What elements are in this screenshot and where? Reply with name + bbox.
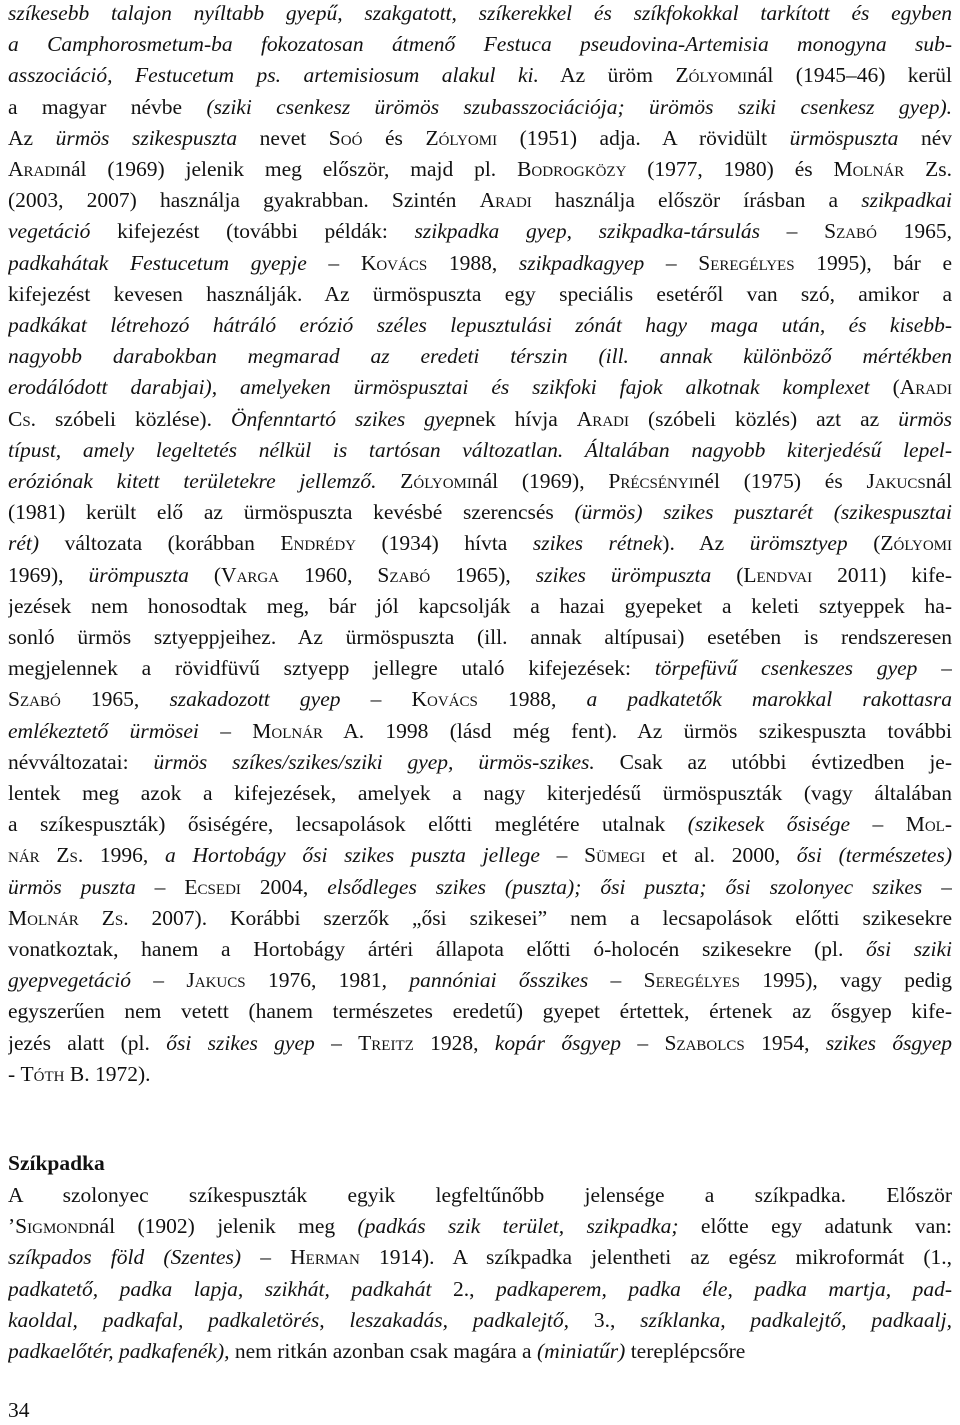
text-line (8, 497, 952, 527)
text-line (8, 154, 952, 184)
small-caps-name: Zs. (101, 905, 129, 930)
text-run: nál (1902) jelenik meg (88, 1214, 358, 1239)
text-run: 1960, (279, 562, 378, 587)
text-run: nál (1969), (471, 469, 609, 493)
text-run: jezés alatt (pl. (8, 1030, 167, 1055)
italic-text: szakadozott gyep (169, 687, 341, 712)
text-run: változata (korábban (39, 531, 281, 556)
text-run: ( (869, 375, 900, 400)
italic-text: ősi szikes gyep (166, 1030, 315, 1055)
small-caps-name: Lendvai (743, 562, 813, 587)
small-caps-name: Jakucs (186, 968, 246, 993)
text-line (8, 872, 952, 902)
text-line (8, 123, 952, 153)
italic-text: padkaelőtér, padkafenék), (8, 1339, 230, 1363)
page-number: 34 (8, 1398, 30, 1422)
text-run: és (362, 125, 426, 150)
text-line (8, 248, 952, 278)
italic-text: eróziónak kitett területekre jellemző. (8, 469, 377, 493)
text-run: – (588, 968, 644, 993)
text-run: 2., (431, 1276, 496, 1301)
text-run (629, 344, 660, 368)
italic-text: a Hortobágy ősi szikes puszta jellege (165, 843, 540, 868)
text-line (8, 622, 952, 652)
text-line (8, 1336, 952, 1366)
italic-text: szíkesebb talajon nyíltabb gyepű, szakgatott, szíkerekkel és szíkfokokkal tarkított és egyben (8, 1, 952, 25)
text-run: név (898, 125, 952, 150)
small-caps-name: Aradi (8, 157, 61, 181)
small-caps-name: Précsényi (608, 469, 694, 493)
text-run: lentek meg azok a kifejezések, amelyek a nagy kiterjedésű ürmöspuszták (vagy általában (8, 781, 952, 805)
small-caps-name: Molnár (833, 157, 905, 181)
small-caps-name: Sümegi (584, 843, 646, 868)
text-run: egyszerűen nem vetett (hanem természetes eredetű) gyepet értettek, értenek az ősgyep kife- (8, 999, 952, 1024)
text-run: B. 1972). (64, 1061, 151, 1086)
text-line (8, 310, 952, 340)
italic-text: erodálódott darabjai), amelyeken ürmöspusztai és szikfoki fajok alkotnak komplexet (8, 375, 870, 400)
text-line (8, 1180, 952, 1210)
text-run: előtte egy adatunk van: (678, 1214, 952, 1239)
small-caps-name: Szabó (377, 562, 431, 587)
small-caps-name: Soó (328, 125, 363, 150)
small-caps-name: Varga (221, 562, 280, 587)
italic-text: ürömsztyep (749, 531, 848, 556)
text-run (40, 843, 57, 867)
text-run: ). Az (662, 531, 750, 556)
italic-text: elsődleges szikes (puszta); ősi puszta; ősi szolonyec szikes (327, 874, 923, 899)
text-run: 1965, (60, 687, 170, 712)
small-caps-name: Mol- (905, 812, 952, 837)
text-line (8, 372, 952, 402)
text-run: – (917, 656, 952, 681)
text-line (8, 92, 952, 122)
text-run: nál (1969) jelenik meg először, majd pl. (60, 157, 518, 181)
italic-text: a padkatetők marokkal rakottasra (586, 687, 952, 712)
text-run: A szolonyec szíkespuszták egyik legfeltűnőbb jelensége a szíkpadka. Először (8, 1183, 952, 1207)
text-run (376, 469, 400, 493)
italic-text: kaoldal, padkafal, padkaletörés, leszakadás, padkalejtő, (8, 1307, 569, 1332)
small-caps-name: Zólyomi (400, 469, 472, 493)
italic-text: (miniatűr) (536, 1339, 626, 1363)
italic-text: ürmös szikespuszta (55, 125, 238, 150)
text-run: Csak az utóbbi évtizedben je- (594, 749, 952, 774)
italic-text: pannóniai ősszikes (409, 968, 589, 993)
text-line (8, 528, 952, 558)
text-run: megjelennek a rövidfüvű sztyepp jellegre utaló kifejezések: (8, 656, 655, 681)
text-line (8, 1059, 952, 1089)
text-line (8, 29, 952, 59)
text-line (8, 591, 952, 621)
text-run: Az (8, 125, 56, 150)
italic-text: kopár ősgyep (494, 1030, 622, 1055)
text-line (8, 747, 952, 777)
text-line (8, 341, 952, 371)
text-line (8, 934, 952, 964)
italic-text: ürömpuszta (88, 562, 189, 587)
italic-text: típust, amely legeltetés nélkül is tartósan változatlan. Általában nagyobb kiterjedésű lepel- (8, 437, 952, 462)
text-run: Zs. (904, 157, 952, 181)
italic-text: ősi (természetes) (796, 843, 952, 868)
text-run: nem ritkán azonban csak magára a (229, 1339, 537, 1363)
text-run: 2007). Korábbi szerzők „ősi szikesei” nem a lecsapolások előtti szikesekre (128, 905, 952, 930)
text-run: 2004, (240, 874, 328, 899)
text-run: a szíkespuszták) ősiségére, lecsapolások előtti meglétére utalnak (8, 812, 688, 837)
text-run: kifejezést kevesen használják. Az ürmöspuszta egy speciális esetéről van szó, amikor a (8, 281, 952, 306)
text-run: (2003, 2007) használja gyakrabban. Szintén (8, 188, 480, 213)
small-caps-name: Aradi (576, 406, 629, 431)
text-line (8, 60, 952, 90)
text-line (8, 653, 952, 683)
text-line (8, 1242, 952, 1272)
text-run: 1954, (744, 1030, 826, 1055)
text-run: – (644, 250, 699, 275)
text-run: nál (1945–46) kerül (747, 63, 952, 88)
italic-text: Önfenntartó szikes gyep (230, 406, 465, 431)
italic-text: emlékeztető ürmösei (8, 718, 199, 743)
italic-text: padkatető, padka lapja, szikhát, padkahát (8, 1276, 432, 1301)
small-caps-name: Ecsedi (184, 874, 241, 899)
small-caps-name: Kovács (360, 250, 428, 275)
text-line (8, 903, 952, 933)
text-run: 2011) kife- (812, 562, 952, 587)
small-caps-name: Aradi (479, 188, 532, 213)
text-run: A. 1998 (lásd még fent). Az ürmös szikespuszta további (323, 718, 952, 743)
text-run: jezések nem honosodtak meg, bár jól kapcsolják a hazai gyepeket a keleti sztyeppek ha- (8, 593, 952, 618)
small-caps-name: Tóth (20, 1061, 65, 1086)
text-line (8, 996, 952, 1026)
text-run: nál (925, 469, 952, 493)
text-run: 1976, 1981, (245, 968, 410, 993)
italic-text: nagyobb darabokban megmarad az eredeti térszin (ill. (8, 344, 629, 369)
italic-text: (ürmös) szikes pusztarét (szikespusztai (574, 500, 952, 525)
text-run: (1981) került elő az ürmöspuszta kevésbé szerencsés (8, 500, 575, 525)
section-heading: Szíkpadka (8, 1151, 105, 1175)
text-run: et al. 2000, (645, 843, 797, 868)
text-line (8, 560, 952, 590)
text-run: 1965, (876, 219, 952, 244)
text-run: – (241, 1245, 291, 1270)
text-run: 1988, (477, 687, 587, 712)
small-caps-name: Zólyomi (425, 125, 498, 150)
text-line (8, 684, 952, 714)
italic-text: ürmös szíkes/szikes/sziki gyep, ürmös-szikes. (153, 749, 595, 774)
small-caps-name: Endrédy (280, 531, 356, 556)
italic-text: padkahátak Festucetum gyepje (8, 250, 307, 275)
italic-text: annak különböző mértékben (659, 344, 952, 369)
text-run: szóbeli közlése). (36, 406, 231, 431)
italic-text: (sziki csenkesz ürömös szubasszociációja; ürömös sziki csenkesz gyep). (206, 94, 952, 119)
small-caps-name: Seregélyes (698, 250, 795, 275)
text-run: 1988, (427, 250, 519, 275)
text-run: (szóbeli közlés) azt az (628, 406, 899, 431)
text-run: – (922, 874, 952, 899)
small-caps-name: Sigmond (15, 1214, 89, 1239)
small-caps-name: Cs. (8, 406, 37, 431)
italic-text: (szikesek ősisége (687, 812, 850, 837)
text-run: vonatkoztak, hanem a Hortobágy ártéri állapota előtti ó-holocén szikesekre (pl. (8, 937, 867, 961)
text-line (8, 404, 952, 434)
text-run: – (849, 812, 906, 837)
small-caps-name: nár (8, 843, 40, 868)
text-run: 1969), (8, 562, 89, 587)
small-caps-name: Zs. (56, 843, 84, 868)
small-caps-name: Seregélyes (643, 968, 740, 993)
text-line (8, 216, 952, 246)
text-run: ’ (8, 1214, 16, 1239)
italic-text: szikpadkagyep (518, 250, 645, 275)
text-run: a magyar névbe (8, 94, 207, 119)
text-run: kifejezést (további példák: (90, 219, 415, 244)
text-run: 1914). A szíkpadka jelentheti az egész mikroformát (1., (359, 1245, 952, 1270)
text-line (8, 1028, 952, 1058)
text-run: (1934) hívta (356, 531, 533, 556)
small-caps-name: Szabó (824, 219, 877, 244)
italic-text: szikpadkai (861, 188, 952, 213)
text-line (8, 965, 952, 995)
italic-text: padkákat létrehozó hátráló erózió széles lepusztulási zónát hagy maga után, és kisebb- (8, 313, 952, 337)
text-run: – (198, 718, 253, 743)
small-caps-name: Szabó (8, 687, 61, 712)
text-run: használja először írásban a (531, 188, 862, 213)
small-caps-name: Herman (290, 1245, 360, 1270)
text-run (79, 906, 102, 930)
text-run: ( (847, 531, 881, 556)
small-caps-name: Aradi (899, 375, 952, 400)
small-caps-name: Szabolcs (664, 1030, 745, 1055)
small-caps-name: Molnár (252, 718, 324, 743)
text-run: nél (1975) és (693, 469, 867, 493)
italic-text: a Camphorosmetum-ba fokozatosan átmenő Festuca pseudovina-Artemisia monogyna sub- (8, 32, 952, 57)
text-run: ( (188, 562, 222, 587)
text-run: – (130, 968, 187, 993)
italic-text: ürmöspuszta (789, 125, 899, 150)
text-run: – (539, 843, 585, 868)
text-run: (1951) adja. A rövidült (497, 125, 790, 150)
small-caps-name: Bodrogközy (517, 157, 627, 181)
text-run: – (306, 250, 361, 275)
text-run: ( (711, 562, 744, 587)
italic-text: vegetáció (8, 219, 91, 244)
italic-text: szíkpados föld (Szentes) (8, 1245, 242, 1270)
text-run: 1928, (413, 1030, 495, 1055)
italic-text: ősi sziki (866, 937, 952, 961)
text-run: nek hívja (464, 406, 577, 431)
text-line (8, 1211, 952, 1241)
text-line (8, 1274, 952, 1304)
text-line (8, 435, 952, 465)
text-line (8, 778, 952, 808)
small-caps-name: Zólyomi (880, 531, 952, 556)
text-run: névváltozatai: (8, 749, 154, 774)
text-line (8, 716, 952, 746)
text-run: 1996, (83, 843, 166, 868)
italic-text: ürmös puszta (8, 874, 136, 899)
text-line (8, 1305, 952, 1335)
text-run: – (135, 874, 185, 899)
small-caps-name: Treitz (358, 1030, 414, 1055)
text-run: nevet (237, 125, 329, 150)
italic-text: szikes ősgyep (825, 1030, 952, 1055)
text-run: 1995), bár e (794, 250, 952, 275)
italic-text: gyepvegetáció (8, 968, 131, 993)
text-run: – (340, 687, 412, 712)
text-run: - (8, 1061, 21, 1086)
small-caps-name: Zólyomi (675, 63, 748, 88)
text-run: – (759, 219, 825, 244)
text-line (8, 0, 952, 28)
text-run: 1965), (430, 562, 536, 587)
small-caps-name: Kovács (411, 687, 478, 712)
italic-text: asszociáció, Festucetum ps. artemisiosum alakul ki. (8, 63, 539, 88)
text-run: Az üröm (538, 63, 676, 88)
text-line (8, 279, 952, 309)
italic-text: (padkás szik terület, szikpadka; (357, 1214, 679, 1239)
text-run: tereplépcsőre (625, 1339, 746, 1363)
italic-text: ürmös (898, 406, 952, 431)
italic-text: rét) (8, 531, 40, 556)
italic-text: szikes rétnek (532, 531, 663, 556)
italic-text: padkaperem, padka éle, padka martja, pad- (495, 1276, 952, 1301)
text-run: sonló ürmös sztyeppjeihez. Az ürmöspuszta (ill. annak altípusai) esetében is rendszeresen (8, 625, 952, 649)
italic-text: szíklanka, padkalejtő, padkaalj, (640, 1307, 952, 1332)
text-line (8, 466, 952, 496)
italic-text: szikpadka gyep, szikpadka-társulás (414, 219, 760, 244)
italic-text: törpefüvű csenkeszes gyep (654, 656, 918, 681)
text-line (8, 185, 952, 215)
text-run: 3., (568, 1307, 641, 1332)
small-caps-name: Molnár (8, 905, 79, 930)
text-line (8, 840, 952, 870)
text-run: 1995), vagy pedig (739, 968, 952, 993)
text-run: – (314, 1030, 359, 1055)
italic-text: szikes ürömpuszta (535, 562, 712, 587)
text-line (8, 809, 952, 839)
small-caps-name: Jakucs (866, 469, 926, 493)
text-run: (1977, 1980) és (626, 157, 834, 181)
text-run: – (621, 1030, 665, 1055)
